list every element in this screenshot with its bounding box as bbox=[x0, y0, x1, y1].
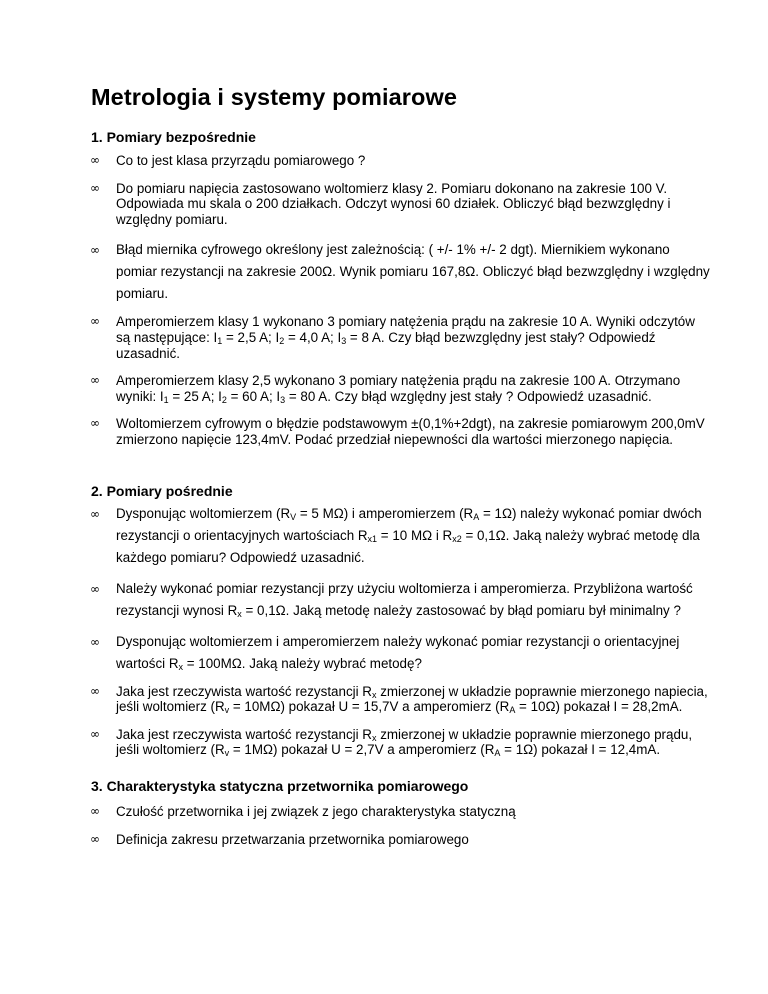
section-heading: 1. Pomiary bezpośrednie bbox=[91, 129, 256, 145]
list-item bbox=[91, 314, 711, 361]
list-item bbox=[91, 181, 711, 228]
page-title: Metrologia i systemy pomiarowe bbox=[91, 84, 458, 110]
question-text: Błąd miernika cyfrowego określony jest zależnością: ( +/- 1% +/- 2 dgt). Miernikiem wykonano pomiar rezystancji na zakresie 200Ω. Wynik pomiaru 167,8Ω. Obliczyć błąd bezwzględny i względny pomiaru. bbox=[116, 242, 710, 302]
question-text: Woltomierzem cyfrowym o błędzie podstawowym ±(0,1%+2dgt), na zakresie pomiarowym 200,0mV zmierzono napięcie 123,4mV. Podać przedział niepewności dla wartości mierzonego napięcia. bbox=[116, 416, 705, 447]
bullet-icon: ∞ bbox=[90, 726, 100, 741]
bullet-icon: ∞ bbox=[90, 243, 100, 258]
bullet-icon: ∞ bbox=[90, 831, 100, 846]
document-page bbox=[91, 84, 711, 859]
question-text: Do pomiaru napięcia zastosowano woltomierz klasy 2. Pomiaru dokonano na zakresie 100 V. Odpowiada mu skala o 200 działkach. Odczyt wynosi 60 działek. Obliczyć błąd bezwzględny i względny pomiaru. bbox=[116, 180, 671, 227]
question-text: Amperomierzem klasy 2,5 wykonano 3 pomiary natężenia prądu na zakresie 100 A. Otrzymano wyniki: $I_1 = 25$ A; $I_2 = 60$ A; $I_3 = 80$ A. Czy błąd względny jest stały ? Odpowiedź uzasadnić. bbox=[116, 373, 681, 405]
bullet-icon: ∞ bbox=[90, 373, 100, 388]
list-item bbox=[91, 416, 711, 447]
bullet-icon: ∞ bbox=[90, 180, 100, 195]
list-item bbox=[91, 578, 711, 622]
section-heading: 3. Charakterystyka statyczna przetwornika pomiarowego bbox=[91, 777, 469, 794]
question-text: Jaka jest rzeczywista wartość rezystancji $R_x$ zmierzonej w układzie poprawnie mierzonego prądu, jeśli woltomierz $(R_v = 1M\Omega)$ pokazał U = 2,7V a amperomierz $(R_A = 1\Omega)$ pokazał I = 12,4mA. bbox=[116, 726, 693, 759]
bullet-icon: ∞ bbox=[90, 314, 100, 329]
list-item bbox=[91, 727, 711, 758]
question-list bbox=[91, 804, 711, 847]
question-list bbox=[91, 153, 711, 448]
bullet-icon: ∞ bbox=[90, 683, 100, 698]
list-item bbox=[91, 503, 711, 569]
bullet-icon: ∞ bbox=[90, 634, 100, 649]
question-text: Dysponując woltomierzem ($R_V = 5$ MΩ) i amperomierzem $(R_A = 1\Omega)$ należy wykonać pomiar dwóch rezystancji o orientacyjnych wartościach $R_{x1} = 10$ MΩ i $R_{x2} = 0,1\Omega$. Jaką należy wybrać metodę dla każdego pomiaru? Odpowiedź uzasadnić. bbox=[116, 505, 702, 565]
list-item bbox=[91, 832, 711, 848]
bullet-icon: ∞ bbox=[90, 153, 100, 167]
list-item bbox=[91, 684, 711, 715]
list-item bbox=[91, 804, 711, 820]
question-text: Co to jest klasa przyrządu pomiarowego ? bbox=[116, 153, 366, 168]
bullet-icon: ∞ bbox=[90, 416, 100, 431]
question-text: Należy wykonać pomiar rezystancji przy użyciu woltomierza i amperomierza. Przybliżona wartość rezystancji wynosi $R_x = 0,1\Omega$. Jaką metodę należy zastosować by błąd pomiaru był minimalny ? bbox=[116, 580, 693, 619]
list-item bbox=[91, 373, 711, 404]
question-text: Definicja zakresu przetwarzania przetwornika pomiarowego bbox=[116, 831, 469, 847]
question-list bbox=[91, 503, 711, 758]
question-text: Dysponując woltomierzem i amperomierzem należy wykonać pomiar rezystancji o orientacyjnej wartości $R_x = 100M\Omega$. Jaką należy wybrać metodę? bbox=[116, 633, 680, 672]
list-item bbox=[91, 631, 711, 675]
list-item bbox=[91, 153, 711, 169]
list-item bbox=[91, 239, 711, 305]
bullet-icon: ∞ bbox=[90, 803, 100, 818]
bullet-icon: ∞ bbox=[90, 581, 100, 596]
question-text: Czułość przetwornika i jej związek z jego charakterystyka statyczną bbox=[116, 803, 516, 819]
bullet-icon: ∞ bbox=[90, 506, 100, 521]
question-text: Amperomierzem klasy 1 wykonano 3 pomiary natężenia prądu na zakresie 10 A. Wyniki odczytów są następujące: $I_1 = 2,5$ A; $I_2 = 4,0$ A; $I_3 = 8$ A. Czy błąd bezwzględny jest stały? Odpowiedź uzasadnić. bbox=[116, 314, 695, 361]
section-heading: 2. Pomiary pośrednie bbox=[91, 482, 233, 499]
question-text: Jaka jest rzeczywista wartość rezystancji $R_x$ zmierzonej w układzie poprawnie mierzonego napiecia, jeśli woltomierz $(R_v = 10M\Omega)$ pokazał U = 15,7V a amperomierz $(R_A = 10\Omega)$ pokazał I = 28,2mA. bbox=[116, 683, 708, 716]
